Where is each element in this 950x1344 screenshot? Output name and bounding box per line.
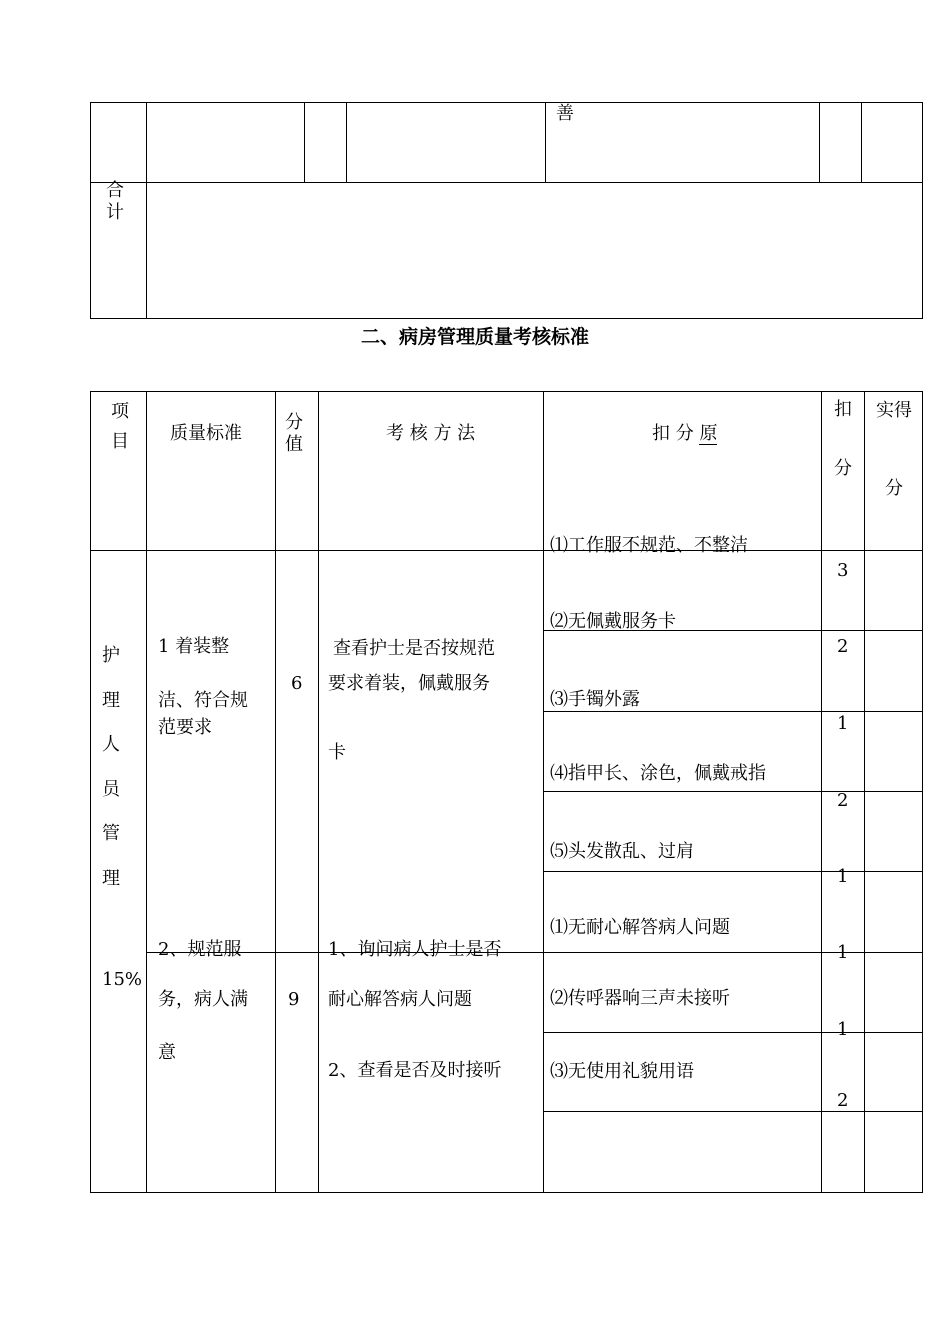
col-divider [821, 391, 822, 1193]
row2-method-line: 1、询问病人护士是否 [328, 939, 502, 960]
top-table-cell-text: 善 [556, 103, 574, 124]
col-divider [146, 391, 147, 1193]
header-method: 考 核 方 法 [386, 423, 476, 444]
row1-method-line: 要求着装，佩戴服务 [328, 673, 490, 694]
row1-rule-2: ⑵无佩戴服务卡 [550, 611, 676, 632]
top-table-col-divider [346, 102, 347, 183]
row1-deduct-3: 1 [837, 713, 849, 734]
header-score: 分 值 [285, 412, 303, 455]
row1-rule-3: ⑶手镯外露 [550, 689, 640, 710]
row2-rule-3: ⑶无使用礼貌用语 [550, 1061, 694, 1082]
top-table-border-left [90, 102, 91, 319]
row2-rule-1: ⑴无耐心解答病人问题 [550, 917, 730, 938]
top-table-col-divider [819, 102, 820, 183]
header-item: 项 目 [111, 401, 129, 452]
row1-method-line: 卡 [328, 742, 346, 763]
row2-score: 9 [288, 989, 300, 1010]
rule-row-divider [543, 711, 923, 712]
rule-row-divider [543, 952, 923, 953]
header-deduct-rule-last: 原 [699, 423, 718, 444]
header-divider [90, 550, 923, 551]
row2-standard-line: 2、规范服 [158, 939, 242, 960]
table-border-bottom [90, 1192, 923, 1193]
row1-deduct-1: 3 [837, 560, 849, 581]
row1-deduct-2: 2 [837, 636, 849, 657]
row2-method-line: 耐心解答病人问题 [328, 989, 472, 1010]
col-divider [275, 391, 276, 1193]
rule-row-divider [543, 791, 923, 792]
row1-score: 6 [291, 673, 303, 694]
header-standard: 质量标准 [170, 423, 242, 444]
row1-standard: 1 着装整 洁、符合规 范要求 [158, 636, 248, 738]
table-border-right [922, 391, 923, 1193]
row2-deduct-2: 1 [837, 1019, 849, 1040]
row2-deduct-3: 2 [837, 1090, 849, 1111]
rule-row-divider [543, 871, 923, 872]
row1-rule-5: ⑸头发散乱、过肩 [550, 841, 694, 862]
row2-method-line: 2、查看是否及时接听 [328, 1060, 502, 1081]
row1-rule-4: ⑷指甲长、涂色，佩戴戒指 [550, 763, 766, 784]
row1-method-line: 查看护士是否按规范 [333, 638, 495, 659]
table-border-top [90, 391, 923, 392]
row1-deduct-5: 1 [837, 866, 849, 887]
top-table-row-divider [90, 182, 923, 183]
row1-deduct-4: 2 [837, 790, 849, 811]
header-deduct: 扣 分 [834, 399, 852, 479]
top-table-border-top [90, 102, 923, 103]
top-table-border-right [922, 102, 923, 319]
rule-row-divider [543, 1111, 923, 1112]
total-label: 合 计 [106, 180, 124, 223]
row2-standard-line: 意 [158, 1042, 176, 1063]
header-actual-line1: 实得 [876, 400, 912, 421]
header-deduct-rule [652, 423, 717, 445]
row1-rule-1: ⑴工作服不规范、不整洁 [550, 535, 748, 556]
top-table-col-divider [861, 102, 862, 183]
top-table-border-bottom [90, 318, 923, 319]
col-divider [318, 391, 319, 1193]
header-actual-line2: 分 [885, 478, 903, 499]
rule-row-divider [543, 1032, 923, 1033]
top-table-col-divider [545, 102, 546, 183]
col-divider [543, 391, 544, 1193]
top-table-col-divider [146, 102, 147, 319]
header-deduct-rule-prefix: 扣 分 [652, 423, 700, 444]
table-border-left [90, 391, 91, 1193]
row2-rule-2: ⑵传呼器响三声未接听 [550, 988, 730, 1009]
row2-standard-line: 务，病人满 [158, 989, 248, 1010]
col-divider [864, 391, 865, 1193]
category-weight: 15% [102, 969, 143, 990]
row2-deduct-1: 1 [837, 942, 849, 963]
top-table-col-divider [304, 102, 305, 183]
section-title: 二、病房管理质量考核标准 [360, 326, 589, 348]
category-name: 护 理 人 员 管 理 [102, 645, 120, 889]
